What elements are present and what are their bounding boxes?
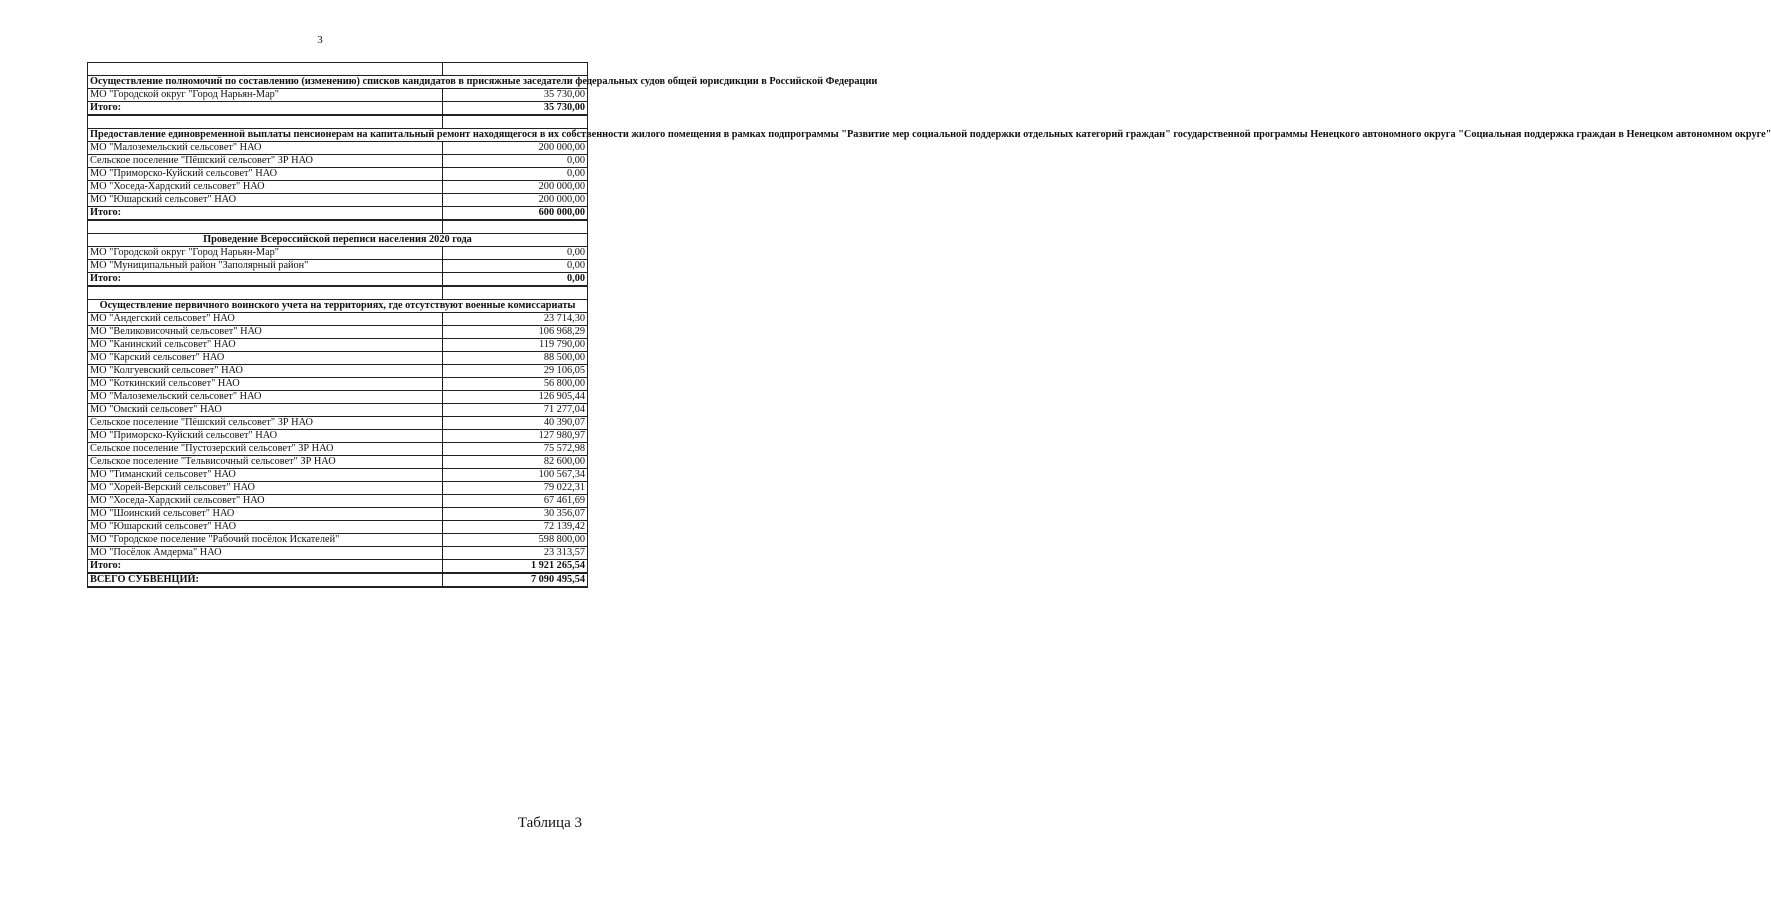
municipality-name: МО "Карский сельсовет" НАО [88, 352, 443, 365]
section-total-row [88, 273, 588, 287]
table-row [88, 521, 588, 534]
table-row [88, 181, 588, 194]
page-number: 3 [317, 34, 323, 46]
table-row [88, 155, 588, 168]
spacer-row [88, 286, 588, 300]
total-label: Итого: [88, 102, 443, 116]
table-row [88, 430, 588, 443]
total-value: 0,00 [443, 273, 588, 287]
municipality-name: МО "Городской округ "Город Нарьян-Мар" [88, 247, 443, 260]
table-row [88, 260, 588, 273]
total-value: 35 730,00 [443, 102, 588, 116]
municipality-name: МО "Канинский сельсовет" НАО [88, 339, 443, 352]
section-header-row [88, 300, 588, 313]
table-row [88, 313, 588, 326]
amount-value: 82 600,00 [443, 456, 588, 469]
municipality-name: МО "Муниципальный район "Заполярный район" [88, 260, 443, 273]
section-title: Проведение Всероссийской переписи населения 2020 года [88, 234, 588, 247]
table-row [88, 456, 588, 469]
amount-value: 75 572,98 [443, 443, 588, 456]
amount-value: 79 022,31 [443, 482, 588, 495]
amount-value: 200 000,00 [443, 194, 588, 207]
section-title: Предоставление единовременной выплаты пенсионерам на капитальный ремонт находящегося в их собственности жилого помещения в рамках подпрограммы "Развитие мер социальной поддержки отдельных категорий граждан" государственной программы Ненецкого автономного округа "Социальная поддержка граждан в Ненецком автономном округе" [88, 129, 588, 142]
table-body [88, 63, 1771, 588]
municipality-name: МО "Юшарский сельсовет" НАО [88, 194, 443, 207]
table-row [88, 89, 588, 102]
spacer-row [88, 115, 588, 129]
table-row [88, 247, 588, 260]
amount-value: 72 139,42 [443, 521, 588, 534]
table-row [88, 443, 588, 456]
table-row [88, 417, 588, 430]
municipality-name: МО "Городской округ "Город Нарьян-Мар" [88, 89, 443, 102]
table-row [88, 365, 588, 378]
table-row [88, 508, 588, 521]
table-caption: Таблица 3 [517, 815, 582, 831]
amount-value: 23 714,30 [443, 313, 588, 326]
table-row [88, 326, 588, 339]
amount-value: 35 730,00 [443, 89, 588, 102]
municipality-name: МО "Великовисочный сельсовет" НАО [88, 326, 443, 339]
spacer-row [88, 220, 588, 234]
municipality-name: МО "Коткинский сельсовет" НАО [88, 378, 443, 391]
amount-value: 56 800,00 [443, 378, 588, 391]
municipality-name: МО "Посёлок Амдерма" НАО [88, 547, 443, 560]
spacer-cell [443, 220, 588, 234]
municipality-name: МО "Городское поселение "Рабочий посёлок Искателей" [88, 534, 443, 547]
amount-value: 30 356,07 [443, 508, 588, 521]
table-row [88, 469, 588, 482]
grand-total-value: 7 090 495,54 [443, 573, 588, 587]
grand-total-label: ВСЕГО СУБВЕНЦИЙ: [88, 573, 443, 587]
section-total-row [88, 207, 588, 221]
amount-value: 0,00 [443, 168, 588, 181]
spacer-cell [88, 115, 443, 129]
municipality-name: МО "Хоседа-Хардский сельсовет" НАО [88, 495, 443, 508]
total-value: 600 000,00 [443, 207, 588, 221]
amount-value: 200 000,00 [443, 181, 588, 194]
total-value: 1 921 265,54 [443, 560, 588, 574]
spacer-row [88, 63, 588, 76]
municipality-name: Сельское поселение "Пёшский сельсовет" ЗР НАО [88, 155, 443, 168]
amount-value: 100 567,34 [443, 469, 588, 482]
table-row [88, 534, 588, 547]
spacer-cell [443, 63, 588, 76]
municipality-name: МО "Приморско-Куйский сельсовет" НАО [88, 168, 443, 181]
section-header-row [88, 234, 588, 247]
table-row [88, 378, 588, 391]
table-row [88, 391, 588, 404]
spacer-cell [443, 115, 588, 129]
amount-value: 23 313,57 [443, 547, 588, 560]
amount-value: 88 500,00 [443, 352, 588, 365]
municipality-name: МО "Хорей-Верский сельсовет" НАО [88, 482, 443, 495]
amount-value: 106 968,29 [443, 326, 588, 339]
table-row [88, 482, 588, 495]
spacer-cell [88, 63, 443, 76]
section-total-row [88, 560, 588, 574]
municipality-name: Сельское поселение "Пёшский сельсовет" ЗР НАО [88, 417, 443, 430]
amount-value: 71 277,04 [443, 404, 588, 417]
municipality-name: МО "Колгуевский сельсовет" НАО [88, 365, 443, 378]
amount-value: 0,00 [443, 260, 588, 273]
municipality-name: МО "Омский сельсовет" НАО [88, 404, 443, 417]
amount-value: 0,00 [443, 247, 588, 260]
municipality-name: МО "Юшарский сельсовет" НАО [88, 521, 443, 534]
amount-value: 119 790,00 [443, 339, 588, 352]
section-title: Осуществление полномочий по составлению (изменению) списков кандидатов в присяжные заседатели федеральных судов общей юрисдикции в Российской Федерации [88, 76, 588, 89]
table-row [88, 495, 588, 508]
section-header-row [88, 129, 588, 142]
table-row [88, 352, 588, 365]
table-row [88, 168, 588, 181]
amount-value: 29 106,05 [443, 365, 588, 378]
table-row [88, 404, 588, 417]
total-label: Итого: [88, 273, 443, 287]
amount-value: 67 461,69 [443, 495, 588, 508]
table-row [88, 194, 588, 207]
section-header-row [88, 76, 588, 89]
amount-value: 40 390,07 [443, 417, 588, 430]
grand-total-row [88, 573, 588, 587]
table-row [88, 547, 588, 560]
municipality-name: Сельское поселение "Пустозерский сельсовет" ЗР НАО [88, 443, 443, 456]
spacer-cell [88, 286, 443, 300]
municipality-name: Сельское поселение "Тельвисочный сельсовет" ЗР НАО [88, 456, 443, 469]
section-total-row [88, 102, 588, 116]
table-row [88, 339, 588, 352]
section-title: Осуществление первичного воинского учета на территориях, где отсутствуют военные комиссариаты [88, 300, 588, 313]
amount-value: 200 000,00 [443, 142, 588, 155]
municipality-name: МО "Тиманский сельсовет" НАО [88, 469, 443, 482]
amount-value: 126 905,44 [443, 391, 588, 404]
municipality-name: МО "Андегский сельсовет" НАО [88, 313, 443, 326]
amount-value: 127 980,97 [443, 430, 588, 443]
municipality-name: МО "Малоземельский сельсовет" НАО [88, 142, 443, 155]
spacer-cell [443, 286, 588, 300]
municipality-name: МО "Приморско-Куйский сельсовет" НАО [88, 430, 443, 443]
total-label: Итого: [88, 560, 443, 574]
amount-value: 598 800,00 [443, 534, 588, 547]
table-row [88, 142, 588, 155]
subventions-table [87, 62, 1771, 588]
total-label: Итого: [88, 207, 443, 221]
municipality-name: МО "Хоседа-Хардский сельсовет" НАО [88, 181, 443, 194]
amount-value: 0,00 [443, 155, 588, 168]
municipality-name: МО "Малоземельский сельсовет" НАО [88, 391, 443, 404]
municipality-name: МО "Шоинский сельсовет" НАО [88, 508, 443, 521]
spacer-cell [88, 220, 443, 234]
